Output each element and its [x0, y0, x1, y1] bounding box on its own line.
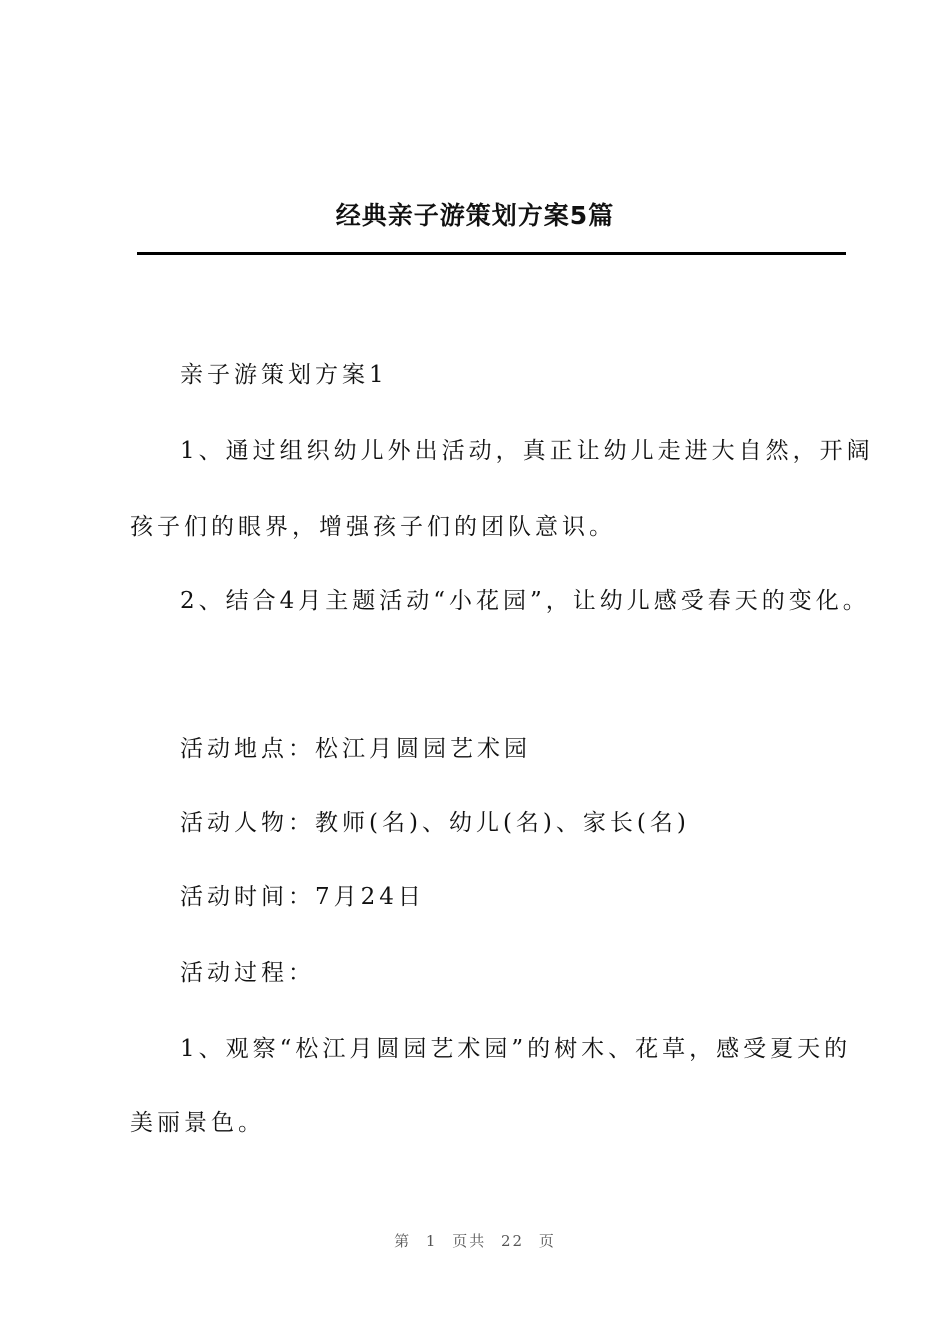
- paragraph-line: 2、结合4月主题活动“小花园”，让幼儿感受春天的变化。: [180, 588, 870, 614]
- activity-time: 活动时间：7月24日: [180, 884, 425, 910]
- activity-process-heading: 活动过程：: [180, 960, 315, 986]
- paragraph-line: 1、通过组织幼儿外出活动，真正让幼儿走进大自然，开阔: [180, 438, 874, 464]
- activity-participants: 活动人物：教师(名)、幼儿(名)、家长(名): [180, 810, 690, 836]
- activity-location: 活动地点：松江月圆园艺术园: [180, 736, 531, 762]
- paragraph-line: 美丽景色。: [130, 1110, 265, 1136]
- document-title: 经典亲子游策划方案5篇: [335, 201, 615, 230]
- paragraph-line: 1、观察“松江月圆园艺术园”的树木、花草，感受夏天的: [180, 1036, 852, 1062]
- title-divider: [137, 252, 846, 255]
- section-heading: 亲子游策划方案1: [180, 362, 388, 388]
- paragraph-line: 孩子们的眼界，增强孩子们的团队意识。: [130, 514, 616, 540]
- page-footer: 第 1 页共 22 页: [394, 1232, 556, 1250]
